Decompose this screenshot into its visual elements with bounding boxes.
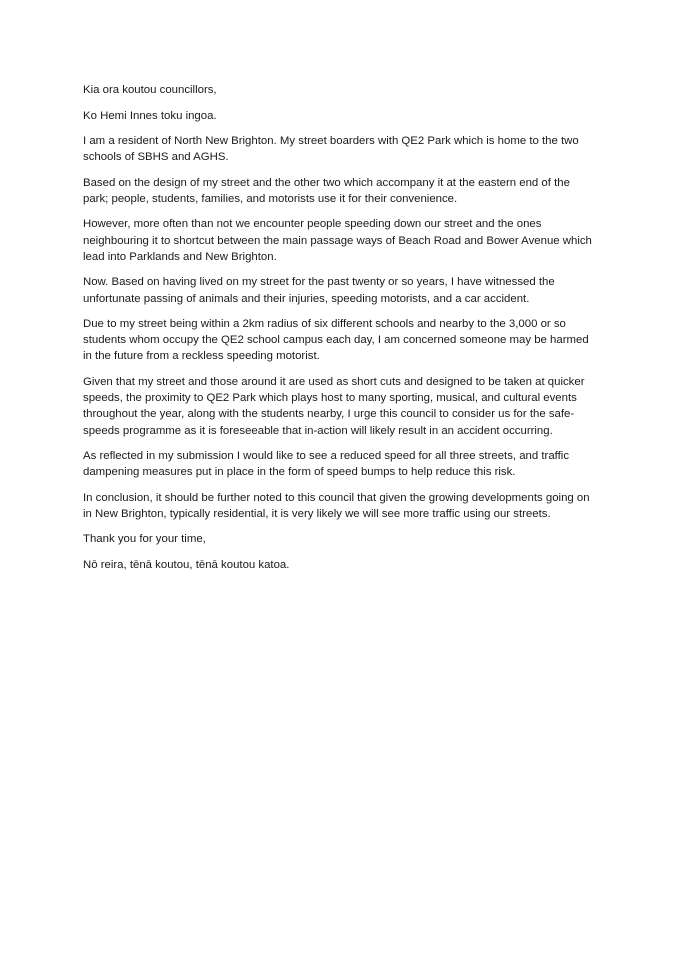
closing: Thank you for your time,: [83, 533, 206, 546]
introduction: Ko Hemi Innes toku ingoa.: [83, 109, 217, 122]
paragraph-speeding: However, more often than not we encounter people speeding down our street and the ones neighbouring it to shortcut between the main passage ways of Beach Road and Bower Avenue which lead into Parklands and New Brighton.: [83, 218, 592, 263]
paragraph-request: As reflected in my submission I would like to see a reduced speed for all three streets, and traffic dampening measures put in place in the form of speed bumps to help reduce this risk.: [83, 450, 570, 479]
paragraph-witnessed: Now. Based on having lived on my street for the past twenty or so years, I have witnessed the unfortunate passing of animals and their injuries, speeding motorists, and a car accident.: [83, 276, 555, 305]
paragraph-conclusion: In conclusion, it should be further noted to this council that given the growing developments going on in New Brighton, typically residential, it is very likely we will see more traffic using our streets.: [83, 491, 590, 520]
paragraph-street-design: Based on the design of my street and the other two which accompany it at the eastern end of the park; people, students, families, and motorists use it for their convenience.: [83, 176, 570, 205]
salutation: Kia ora koutou councillors,: [83, 84, 217, 96]
paragraph-residence: I am a resident of North New Brighton. My street boarders with QE2 Park which is home to the two schools of SBHS and AGHS.: [83, 135, 579, 164]
sign-off: Nō reira, tēnā koutou, tēnā koutou katoa.: [83, 558, 290, 571]
paragraph-schools: Due to my street being within a 2km radius of six different schools and nearby to the 3,000 or so students whom occupy the QE2 school campus each day, I am concerned someone may be harmed in the future from a reckless speeding motorist.: [83, 318, 589, 363]
letter-body: [83, 82, 595, 582]
paragraph-safe-speeds: Given that my street and those around it are used as short cuts and designed to be taken at quicker speeds, the proximity to QE2 Park which plays host to many sporting, musical, and cultural events throughout the year, along with the students nearby, I urge this council to consider us for the safe-speeds programme as it is foreseeable that in-action will likely result in an accident occurring.: [83, 375, 585, 437]
